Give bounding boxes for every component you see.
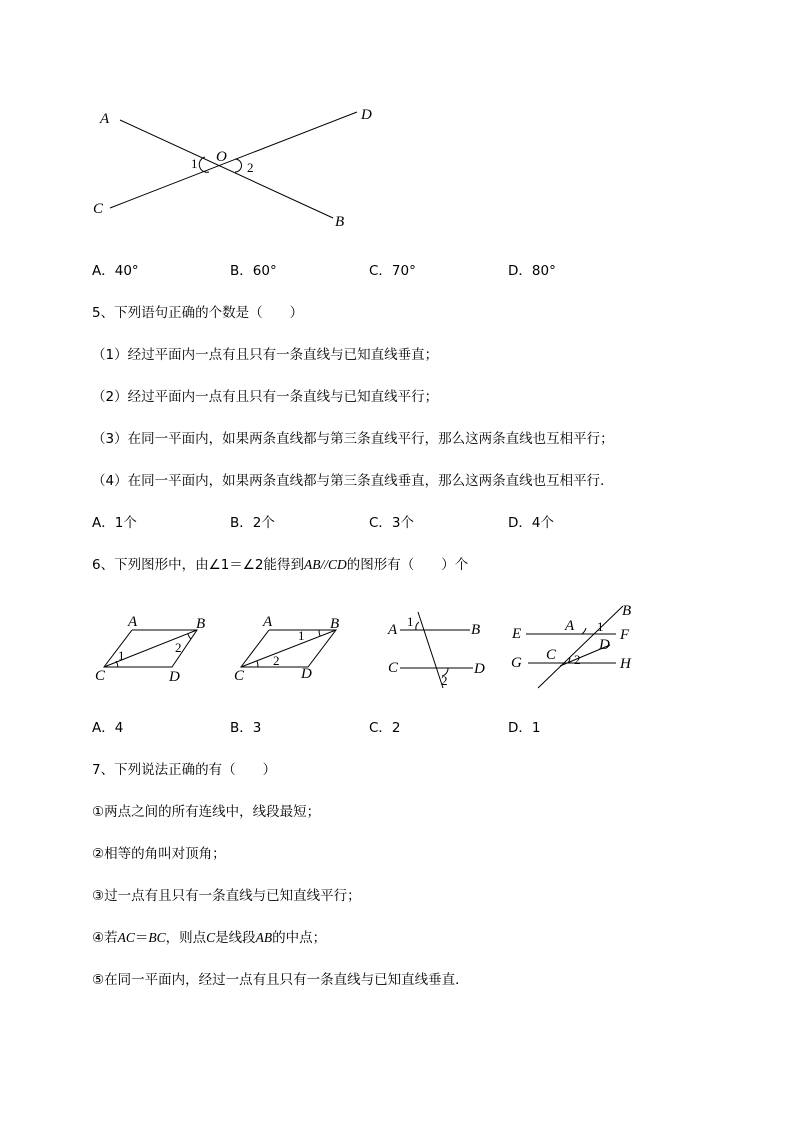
fig3-1: 1 — [407, 614, 414, 629]
q7-statement-4 — [92, 929, 326, 947]
intersecting-lines-figure — [85, 100, 385, 235]
fig4-c: C — [546, 647, 557, 663]
point-a-label: A — [100, 111, 110, 127]
fig2-c: C — [234, 668, 245, 684]
fig2-1: 1 — [298, 628, 305, 643]
q6-option-a: A．4 — [92, 720, 124, 736]
fig4-b: B — [622, 603, 632, 619]
q6-stem-ab: AB — [303, 557, 321, 572]
q5-stem: 5、下列语句正确的个数是（ ） — [92, 305, 304, 321]
point-b-label: B — [335, 214, 345, 230]
q7-statement-2: ②相等的角叫对顶角； — [92, 846, 226, 862]
fig3-2: 2 — [441, 673, 448, 688]
q5-item-3: （3）在同一平面内，如果两条直线都与第三条直线平行，那么这两条直线也互相平行； — [92, 431, 614, 447]
q5-option-a: A．1个 — [92, 515, 137, 531]
q7-s4-mid2: 是线段 — [215, 930, 256, 946]
q6-stem-post: 的图形有（ ）个 — [346, 557, 469, 573]
fig4-h: H — [620, 656, 631, 672]
q6-option-c: C．2 — [369, 720, 401, 736]
q5-option-c: C．3个 — [369, 515, 415, 531]
q6-figure-1 — [92, 610, 222, 685]
fig4-1: 1 — [597, 619, 604, 634]
q6-stem-pre: 6、下列图形中，由∠1＝∠2能得到 — [92, 557, 304, 573]
q6-figure-2 — [231, 610, 361, 685]
point-c-label: C — [93, 201, 104, 217]
q6-figure-3 — [385, 606, 495, 691]
fig4-d: D — [599, 637, 610, 653]
fig4-g: G — [511, 655, 522, 671]
q7-stem: 7、下列说法正确的有（ ） — [92, 762, 277, 778]
q6-stem-parallel: // — [320, 557, 328, 572]
fig3-d: D — [474, 661, 485, 677]
fig2-b: B — [330, 616, 340, 632]
q7-statement-5: ⑤在同一平面内，经过一点有且只有一条直线与已知直线垂直． — [92, 972, 469, 988]
q7-s4-post: 的中点； — [272, 930, 327, 946]
fig4-f: F — [620, 627, 630, 643]
fig3-a: A — [388, 622, 398, 638]
fig1-b: B — [196, 616, 206, 632]
fig4-e: E — [512, 626, 522, 642]
q7-s4-pre: ④若 — [92, 930, 118, 946]
q5-option-d: D．4个 — [508, 515, 554, 531]
fig1-c: C — [95, 668, 106, 684]
fig3-b: B — [471, 622, 481, 638]
q7-statement-1: ①两点之间的所有连线中，线段最短； — [92, 804, 321, 820]
q5-item-1: （1）经过平面内一点有且只有一条直线与已知直线垂直； — [92, 347, 439, 363]
angle-2-label: 2 — [247, 160, 254, 175]
fig4-a: A — [565, 618, 575, 634]
q7-s4-mid: ，则点 — [165, 930, 207, 946]
q7-s4-c: C — [206, 930, 216, 945]
fig4-2: 2 — [574, 652, 581, 667]
q5-option-b: B．2个 — [230, 515, 275, 531]
q7-s4-ab: AB — [255, 930, 273, 945]
q7-s4-eq: ＝ — [134, 930, 149, 946]
q4-option-b: B．60° — [230, 263, 277, 279]
fig2-d: D — [301, 666, 312, 682]
fig3-c: C — [388, 660, 399, 676]
angle-1-label: 1 — [191, 156, 198, 171]
fig1-d: D — [169, 669, 180, 685]
q7-statement-3: ③过一点有且只有一条直线与已知直线平行； — [92, 888, 361, 904]
q4-option-c: C．70° — [369, 263, 416, 279]
q6-stem-cd: CD — [328, 557, 347, 572]
q4-option-d: D．80° — [508, 263, 556, 279]
q5-item-4: （4）在同一平面内，如果两条直线都与第三条直线垂直，那么这两条直线也互相平行． — [92, 473, 614, 489]
point-o-label: O — [216, 149, 227, 165]
fig1-2: 2 — [175, 640, 182, 655]
q7-s4-ac: AC — [117, 930, 135, 945]
q6-option-d: D．1 — [508, 720, 541, 736]
q6-option-b: B．3 — [230, 720, 262, 736]
fig2-a: A — [263, 614, 273, 630]
q7-s4-bc: BC — [148, 930, 166, 945]
fig1-a: A — [128, 614, 138, 630]
q6-figure-4 — [508, 600, 643, 692]
q4-option-a: A．40° — [92, 263, 139, 279]
fig1-1: 1 — [118, 648, 125, 663]
fig2-2: 2 — [273, 653, 280, 668]
point-d-label: D — [361, 107, 372, 123]
q5-item-2: （2）经过平面内一点有且只有一条直线与已知直线平行； — [92, 389, 439, 405]
q6-stem — [92, 556, 468, 574]
